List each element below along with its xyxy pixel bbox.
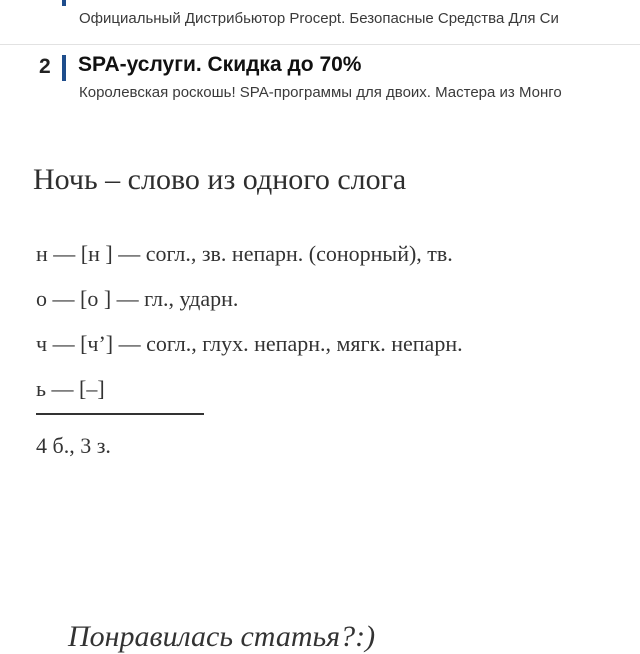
phonetic-line-soft-sign: ь — [–] — [36, 376, 105, 401]
phonetic-line-o: о — [о ] — гл., ударн. — [36, 286, 239, 311]
phonetic-line-ch: ч — [ч’] — согл., глух. непарн., мягк. непарн. — [36, 331, 463, 356]
ad-description: Королевская роскошь! SPA-программы для двоих. Мастера из Монго — [79, 84, 562, 101]
phonetic-line-n: н — [н ] — согл., зв. непарн. (сонорный), тв. — [36, 241, 453, 266]
letters-sounds-summary: 4 б., 3 з. — [36, 433, 111, 458]
ad-description: Официальный Дистрибьютор Procept. Безопасные Средства Для Си — [79, 10, 559, 27]
ad-title-link[interactable]: SPA-услуги. Скидка до 70% — [78, 53, 362, 76]
summary-divider — [36, 413, 204, 415]
article-feedback-prompt[interactable]: Понравилась статья?:) — [68, 620, 376, 653]
ad-accent-bar — [62, 55, 66, 81]
ad-listing-top[interactable] — [0, 0, 640, 45]
article-heading: Ночь – слово из одного слога — [33, 163, 407, 196]
ad-number: 2 — [39, 55, 51, 78]
ad-accent-bar — [62, 0, 66, 6]
